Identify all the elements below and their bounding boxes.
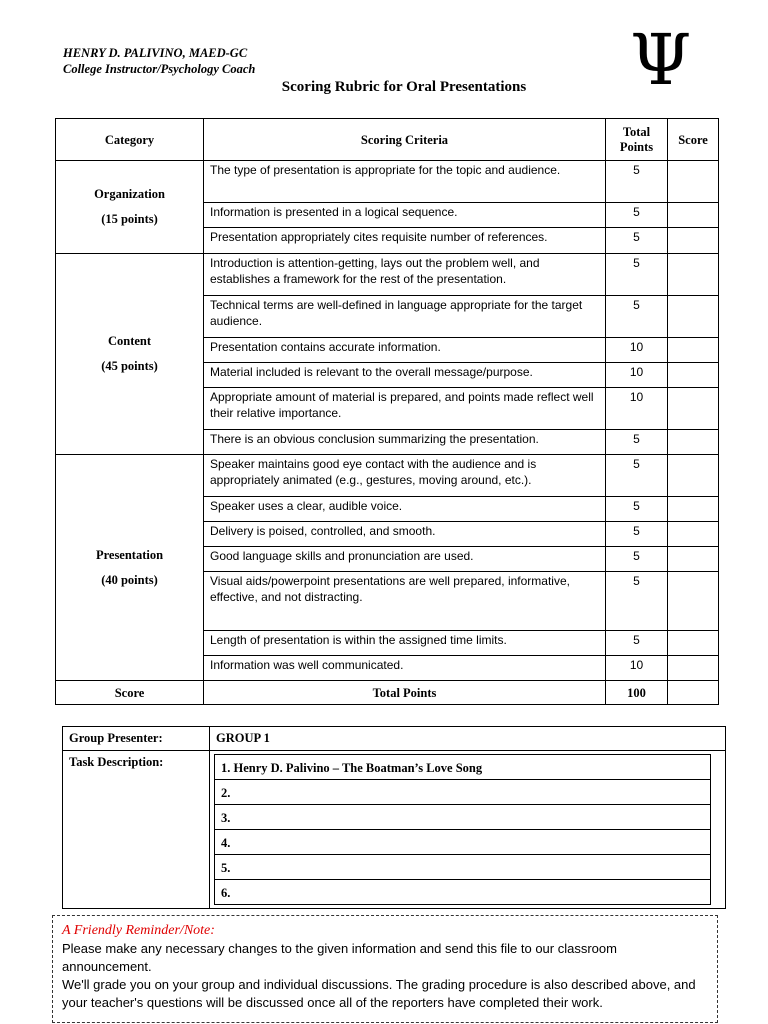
criterion-points: 5 [606, 455, 668, 497]
task-list-cell [210, 751, 726, 909]
table-row [56, 161, 719, 203]
criterion: There is an obvious conclusion summarizing the presentation. [204, 430, 606, 455]
col-criteria: Scoring Criteria [204, 119, 606, 161]
criterion: Speaker uses a clear, audible voice. [204, 497, 606, 522]
task-entry[interactable]: 6. [215, 880, 711, 905]
criterion-points: 10 [606, 388, 668, 430]
col-total-points [606, 119, 668, 161]
criterion-points: 10 [606, 363, 668, 388]
criterion-points: 10 [606, 656, 668, 681]
col-total-points-line1: Total [622, 124, 651, 139]
criterion: Appropriate amount of material is prepared, and points made reflect well their relative importance. [204, 388, 606, 430]
author-name: HENRY D. PALIVINO, MAED-GC [63, 46, 248, 60]
reminder-note [52, 915, 718, 1023]
score-cell[interactable] [668, 161, 719, 203]
category-presentation [56, 455, 204, 681]
footer-score-label: Score [56, 681, 204, 705]
task-description-row [63, 751, 726, 909]
score-cell[interactable] [668, 338, 719, 363]
category-points: (15 points) [101, 212, 158, 226]
criterion: Presentation appropriately cites requisite number of references. [204, 228, 606, 254]
task-entry[interactable]: 2. [215, 780, 711, 805]
criterion-points: 5 [606, 572, 668, 631]
category-content [56, 254, 204, 455]
criterion: Material included is relevant to the overall message/purpose. [204, 363, 606, 388]
col-score: Score [668, 119, 719, 161]
list-item [215, 755, 711, 780]
score-cell[interactable] [668, 203, 719, 228]
col-category: Category [56, 119, 204, 161]
group-presenter-row [63, 727, 726, 751]
page-title: Scoring Rubric for Oral Presentations [281, 79, 527, 95]
table-row [56, 455, 719, 497]
score-cell[interactable] [668, 363, 719, 388]
score-cell[interactable] [668, 497, 719, 522]
criterion: Delivery is poised, controlled, and smooth. [204, 522, 606, 547]
criterion: Information was well communicated. [204, 656, 606, 681]
rubric-footer-row [56, 681, 719, 705]
score-cell[interactable] [668, 522, 719, 547]
score-cell[interactable] [668, 572, 719, 631]
criterion-points: 5 [606, 522, 668, 547]
category-points: (45 points) [101, 359, 158, 373]
criterion-points: 5 [606, 631, 668, 656]
category-name: Presentation [95, 547, 164, 562]
group-table [62, 726, 726, 909]
list-item [215, 780, 711, 805]
list-item [215, 880, 711, 905]
criterion-points: 5 [606, 161, 668, 203]
task-description-label: Task Description: [63, 751, 210, 909]
criterion: Length of presentation is within the assigned time limits. [204, 631, 606, 656]
reminder-line-1: Please make any necessary changes to the given information and send this file to our classroom announcement. [62, 941, 617, 974]
criterion-points: 10 [606, 338, 668, 363]
category-organization [56, 161, 204, 254]
category-points: (40 points) [101, 572, 158, 587]
criterion-points: 5 [606, 430, 668, 455]
criterion: Technical terms are well-defined in language appropriate for the target audience. [204, 296, 606, 338]
criterion-points: 5 [606, 296, 668, 338]
criterion: Speaker maintains good eye contact with the audience and is appropriately animated (e.g., gestures, moving around, etc.). [204, 455, 606, 497]
category-name: Content [107, 334, 152, 348]
total-score-cell[interactable] [668, 681, 719, 705]
col-total-points-line2: Points [619, 139, 654, 154]
criterion: The type of presentation is appropriate for the topic and audience. [204, 161, 606, 203]
criterion-points: 5 [606, 254, 668, 296]
criterion: Visual aids/powerpoint presentations are well prepared, informative, effective, and not distracting. [204, 572, 606, 631]
score-cell[interactable] [668, 388, 719, 430]
group-presenter-label: Group Presenter: [63, 727, 210, 751]
score-cell[interactable] [668, 455, 719, 497]
task-entry[interactable]: 1. Henry D. Palivino – The Boatman’s Love Song [215, 755, 711, 780]
psi-symbol-icon: Ψ [630, 19, 692, 101]
rubric-header-row [56, 119, 719, 161]
criterion-points: 5 [606, 203, 668, 228]
footer-total-value: 100 [606, 681, 668, 705]
criterion-points: 5 [606, 547, 668, 572]
score-cell[interactable] [668, 228, 719, 254]
reminder-line-2: We'll grade you on your group and individual discussions. The grading procedure is also described above, and your teacher's questions will be discussed once all of the reporters have completed their work. [62, 977, 696, 1010]
footer-total-label: Total Points [204, 681, 606, 705]
author-block [63, 45, 255, 77]
criterion: Introduction is attention-getting, lays out the problem well, and establishes a framework for the rest of the presentation. [204, 254, 606, 296]
score-cell[interactable] [668, 547, 719, 572]
task-entry[interactable]: 4. [215, 830, 711, 855]
task-entry[interactable]: 3. [215, 805, 711, 830]
criterion: Information is presented in a logical sequence. [204, 203, 606, 228]
task-list [214, 754, 711, 905]
score-cell[interactable] [668, 631, 719, 656]
list-item [215, 855, 711, 880]
criterion-points: 5 [606, 228, 668, 254]
rubric-table [55, 118, 719, 705]
score-cell[interactable] [668, 296, 719, 338]
score-cell[interactable] [668, 656, 719, 681]
category-name: Organization [94, 187, 165, 201]
criterion: Good language skills and pronunciation are used. [204, 547, 606, 572]
reminder-title: A Friendly Reminder/Note: [62, 923, 215, 938]
criterion: Presentation contains accurate information. [204, 338, 606, 363]
list-item [215, 805, 711, 830]
author-role: College Instructor/Psychology Coach [63, 62, 256, 76]
criterion-points: 5 [606, 497, 668, 522]
score-cell[interactable] [668, 254, 719, 296]
table-row [56, 254, 719, 296]
list-item [215, 830, 711, 855]
score-cell[interactable] [668, 430, 719, 455]
task-entry[interactable]: 5. [215, 855, 711, 880]
group-presenter-value[interactable]: GROUP 1 [210, 727, 726, 751]
